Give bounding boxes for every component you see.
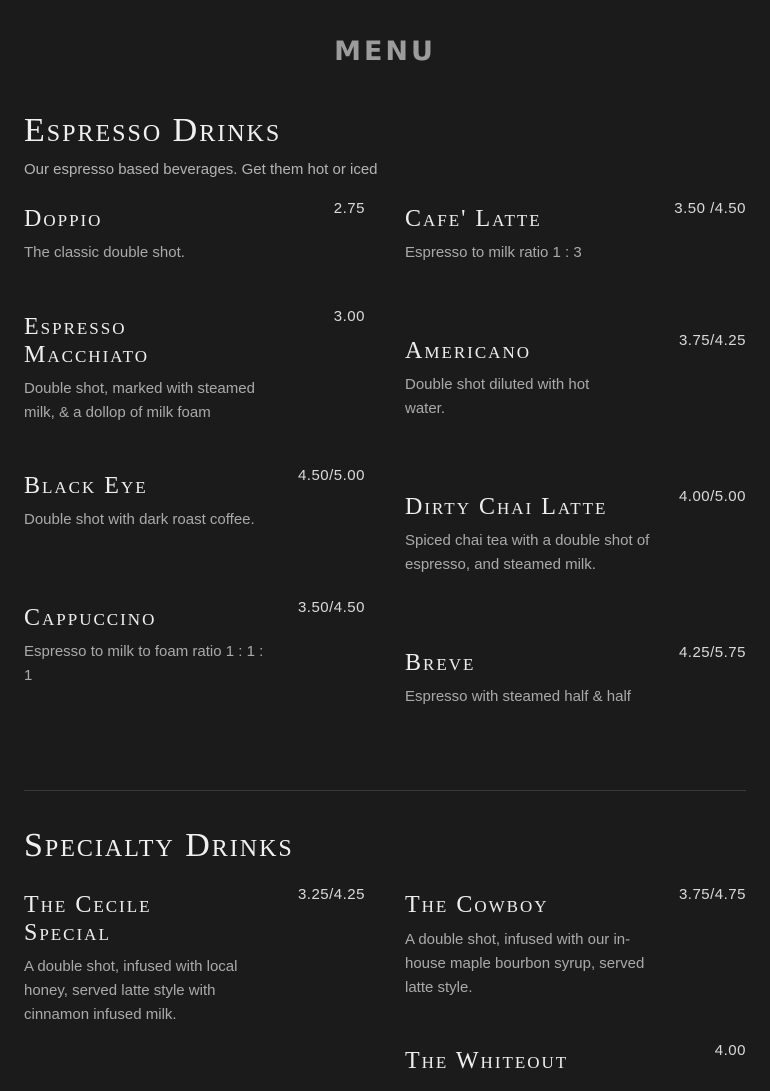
menu-item-name: The Cecile Special (24, 892, 152, 946)
menu-item-price: 3.50 /4.50 (674, 200, 746, 217)
menu-item-price: 3.75/4.25 (678, 332, 746, 349)
menu-item-name: Dirty Chai Latte (405, 494, 608, 520)
section-title-espresso-drinks: Espresso Drinks (24, 112, 282, 149)
menu-item-description: Espresso to milk ratio 1 : 3 (405, 244, 582, 261)
menu-item-name: Cappuccino (24, 605, 157, 631)
section-divider (24, 790, 746, 791)
menu-item-price: 3.50/4.50 (297, 599, 365, 616)
menu-item-description: Double shot, marked with steamed milk, & a dollop of milk foam (24, 380, 255, 421)
menu-item-description: The classic double shot. (24, 244, 185, 261)
menu-item-description: Spiced chai tea with a double shot of espresso, and steamed milk. (405, 532, 650, 573)
menu-item-description: A double shot, infused with local honey, served latte style with cinnamon infused milk. (24, 958, 238, 1023)
menu-item-description: Double shot diluted with hot water. (405, 376, 590, 417)
menu-item-name: Americano (405, 338, 532, 364)
menu-item-price: 2.75 (333, 200, 365, 217)
menu-item-description: Espresso with steamed half & half (405, 688, 631, 705)
section-title-specialty-drinks: Specialty Drinks (24, 827, 294, 864)
menu-item-price: 4.00 (714, 1042, 746, 1059)
menu-item-name: Cafe' Latte (405, 206, 542, 232)
menu-item-price: 3.25/4.25 (297, 886, 365, 903)
menu-item-name: Black Eye (24, 473, 148, 499)
menu-item-description: Espresso to milk to foam ratio 1 : 1 : 1 (24, 643, 264, 684)
menu-item-name: Breve (405, 650, 476, 676)
menu-item-name: The Whiteout (405, 1048, 569, 1074)
menu-item-description: A double shot, infused with our in-house maple bourbon syrup, served latte style. (405, 931, 645, 996)
menu-item-price: 3.00 (333, 308, 365, 325)
menu-item-name: The Cowboy (405, 892, 549, 918)
menu-item-price: 4.25/5.75 (678, 644, 746, 661)
page-title: MENU (334, 36, 436, 67)
menu-item-price: 3.75/4.75 (678, 886, 746, 903)
menu-item-name: Doppio (24, 206, 103, 232)
section-description-espresso-drinks: Our espresso based beverages. Get them hot or iced (24, 161, 378, 178)
menu-item-description: Double shot with dark roast coffee. (24, 511, 255, 528)
menu-item-price: 4.00/5.00 (678, 488, 746, 505)
menu-item-price: 4.50/5.00 (297, 467, 365, 484)
menu-item-name: Espresso Macchiato (24, 314, 149, 368)
